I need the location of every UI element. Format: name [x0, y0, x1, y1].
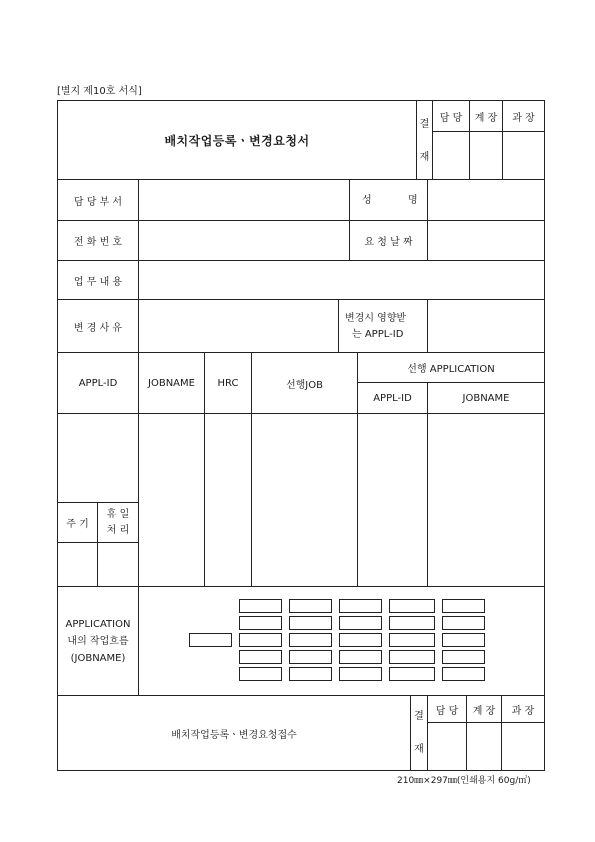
- receipt-col-staff: 담 당: [435, 705, 459, 717]
- phone-label: 전 화 번 호: [73, 237, 123, 248]
- flow-box[interactable]: [239, 667, 282, 681]
- affected-appl-label-1: 변경시 영향받: [345, 313, 407, 324]
- receipt-approval-label-bottom: 재: [414, 744, 424, 755]
- cycle-field[interactable]: [58, 543, 97, 586]
- col-jobname: JOBNAME: [148, 377, 195, 389]
- approval-sign-staff[interactable]: [433, 132, 469, 179]
- flow-box[interactable]: [389, 616, 435, 630]
- reason-label: 변 경 사 유: [73, 322, 123, 334]
- col-prev-job: 선행JOB: [285, 379, 323, 391]
- flow-box[interactable]: [389, 667, 435, 681]
- flow-box[interactable]: [289, 599, 332, 613]
- flow-box[interactable]: [339, 650, 382, 664]
- name-label-b: 명: [408, 195, 418, 206]
- receipt-approval-label-top: 결: [414, 711, 424, 722]
- approval-col-staff: 담 당: [439, 112, 463, 124]
- col-prev-appl-id: APPL-ID: [373, 392, 412, 404]
- affected-appl-label-2: 는 APPL-ID: [352, 329, 404, 340]
- approval-sign-manager[interactable]: [503, 132, 544, 179]
- dept-field[interactable]: [139, 180, 349, 220]
- approval-col-manager: 과 장: [512, 112, 535, 124]
- paper-spec-footer: 210㎜×297㎜(인쇄용지 60g/㎡): [397, 776, 531, 786]
- jobname-field[interactable]: [139, 414, 204, 586]
- name-label-a: 성: [362, 195, 372, 206]
- flow-box[interactable]: [239, 616, 282, 630]
- approval-sign-chief[interactable]: [470, 132, 502, 179]
- flow-box[interactable]: [389, 650, 435, 664]
- receipt-sign-manager[interactable]: [502, 723, 544, 770]
- cycle-label: 주 기: [66, 519, 89, 530]
- name-field[interactable]: [428, 180, 544, 220]
- flow-box[interactable]: [339, 667, 382, 681]
- approval-col-chief: 계 장: [474, 112, 498, 124]
- flow-box[interactable]: [289, 616, 332, 630]
- flow-box[interactable]: [239, 599, 282, 613]
- flow-box[interactable]: [339, 616, 382, 630]
- flow-box[interactable]: [442, 650, 485, 664]
- dept-label: 담 당 부 서: [73, 196, 123, 208]
- request-date-label: 요 청 날 짜: [364, 237, 413, 248]
- receipt-col-manager: 과 장: [511, 705, 535, 717]
- holiday-field[interactable]: [98, 543, 138, 586]
- request-date-field[interactable]: [428, 221, 544, 260]
- flow-start-box[interactable]: [189, 633, 232, 647]
- flow-label-1: APPLICATION: [65, 619, 131, 630]
- receipt-sign-staff[interactable]: [428, 723, 466, 770]
- reason-field[interactable]: [139, 300, 338, 352]
- flow-box[interactable]: [239, 650, 282, 664]
- phone-field[interactable]: [139, 221, 349, 260]
- flow-box[interactable]: [442, 667, 485, 681]
- flow-box[interactable]: [239, 633, 282, 647]
- approval-label-bottom: 재: [419, 152, 430, 163]
- appl-id-field[interactable]: [58, 414, 138, 502]
- flow-box[interactable]: [442, 599, 485, 613]
- flow-box[interactable]: [339, 599, 382, 613]
- flow-box[interactable]: [289, 633, 332, 647]
- form-title: 배치작업등록ㆍ변경요청서: [164, 133, 310, 148]
- task-label: 업 무 내 용: [73, 276, 123, 288]
- approval-label-top: 결: [419, 119, 430, 130]
- form-number: [별지 제10호 서식]: [57, 86, 142, 97]
- prev-appl-id-field[interactable]: [358, 414, 427, 586]
- hrc-field[interactable]: [205, 414, 251, 586]
- flow-box[interactable]: [389, 599, 435, 613]
- affected-appl-field[interactable]: [428, 300, 544, 352]
- flow-label-2: 내의 작업흐름: [67, 636, 129, 647]
- flow-box[interactable]: [289, 650, 332, 664]
- flow-box[interactable]: [442, 616, 485, 630]
- col-prev-jobname: JOBNAME: [462, 392, 510, 404]
- holiday-label-2: 처 리: [106, 525, 130, 536]
- receipt-col-chief: 계 장: [472, 705, 496, 717]
- flow-box[interactable]: [339, 633, 382, 647]
- col-prev-application: 선행 APPLICATION: [407, 364, 495, 375]
- flow-box[interactable]: [389, 633, 435, 647]
- receipt-title: 배치작업등록ㆍ변경요청접수: [171, 729, 297, 741]
- flow-box[interactable]: [289, 667, 332, 681]
- prev-jobname-field[interactable]: [428, 414, 544, 586]
- holiday-label-1: 휴 일: [106, 509, 130, 520]
- flow-box[interactable]: [442, 633, 485, 647]
- col-appl-id: APPL-ID: [78, 377, 118, 389]
- prev-job-field[interactable]: [252, 414, 357, 586]
- col-hrc: HRC: [217, 377, 239, 389]
- receipt-sign-chief[interactable]: [467, 723, 501, 770]
- task-field[interactable]: [139, 261, 544, 299]
- flow-label-3: (JOBNAME): [70, 653, 126, 664]
